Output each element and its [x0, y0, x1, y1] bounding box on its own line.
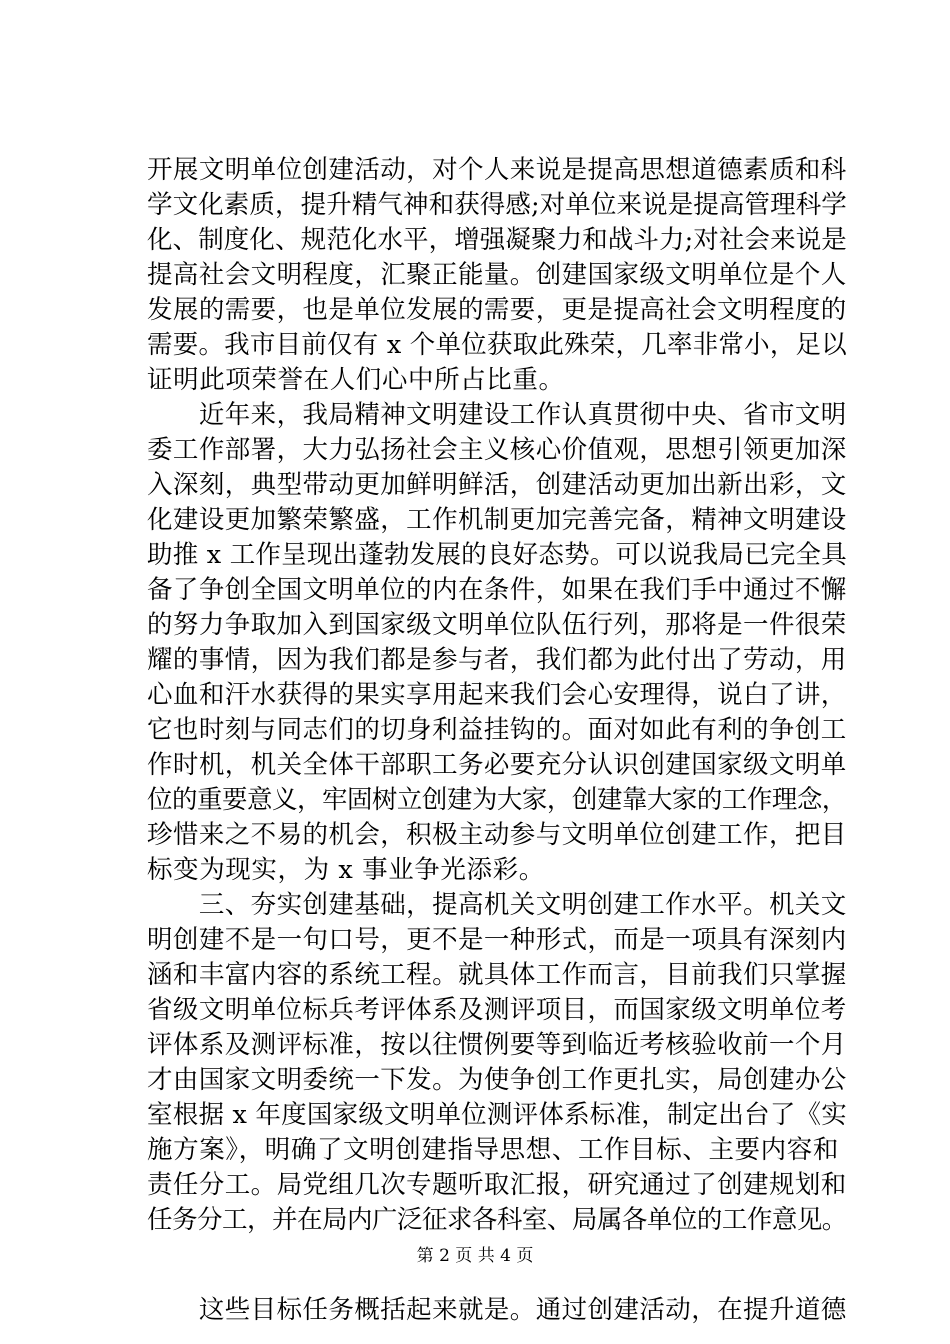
text-line: 需要。我市目前仅有 x 个单位获取此殊荣，几率非常小，足以	[147, 330, 847, 360]
text-line: 室根据 x 年度国家级文明单位测评体系标准，制定出台了《实	[147, 1100, 847, 1130]
text-line: 化、制度化、规范化水平，增强凝聚力和战斗力;对社会来说是	[147, 225, 847, 255]
text-line: 备了争创全国文明单位的内在条件，如果在我们手中通过不懈	[147, 575, 847, 605]
text-line: 标变为现实，为 x 事业争光添彩。	[147, 855, 545, 885]
text-line: 心血和汗水获得的果实享用起来我们会心安理得，说白了讲，	[147, 680, 847, 710]
text-line: 的努力争取加入到国家级文明单位队伍行列，那将是一件很荣	[147, 610, 847, 640]
paragraph-block-final	[147, 1293, 847, 1328]
paragraph-block-main	[147, 153, 847, 1238]
text-line: 珍惜来之不易的机会，积极主动参与文明单位创建工作，把目	[147, 820, 847, 850]
text-line: 耀的事情，因为我们都是参与者，我们都为此付出了劳动，用	[147, 645, 847, 675]
text-line: 学文化素质，提升精气神和获得感;对单位来说是提高管理科学	[147, 190, 847, 220]
text-line: 开展文明单位创建活动，对个人来说是提高思想道德素质和科	[147, 155, 847, 185]
text-line: 位的重要意义，牢固树立创建为大家，创建靠大家的工作理念，	[147, 785, 847, 815]
text-line: 才由国家文明委统一下发。为使争创工作更扎实，局创建办公	[147, 1065, 847, 1095]
text-line: 责任分工。局党组几次专题听取汇报，研究通过了创建规划和	[147, 1170, 847, 1200]
text-line: 省级文明单位标兵考评体系及测评项目，而国家级文明单位考	[147, 995, 847, 1025]
text-line: 涵和丰富内容的系统工程。就具体工作而言，目前我们只掌握	[147, 960, 847, 990]
text-line: 入深刻，典型带动更加鲜明鲜活，创建活动更加出新出彩，文	[147, 470, 847, 500]
text-line: 提高社会文明程度，汇聚正能量。创建国家级文明单位是个人	[147, 260, 847, 290]
text-line: 证明此项荣誉在人们心中所占比重。	[147, 365, 565, 395]
text-line: 施方案》，明确了文明创建指导思想、工作目标、主要内容和	[147, 1135, 839, 1165]
text-line: 明创建不是一句口号，更不是一种形式，而是一项具有深刻内	[147, 925, 847, 955]
page-footer: 第 2 页 共 4 页	[416, 1246, 534, 1266]
text-line: 委工作部署，大力弘扬社会主义核心价值观，思想引领更加深	[147, 435, 847, 465]
text-line: 评体系及测评标准，按以往惯例要等到临近考核验收前一个月	[147, 1030, 847, 1060]
text-line: 它也时刻与同志们的切身利益挂钩的。面对如此有利的争创工	[147, 715, 847, 745]
text-line: 任务分工，并在局内广泛征求各科室、局属各单位的工作意见。	[147, 1205, 847, 1235]
text-line: 作时机，机关全体干部职工务必要充分认识创建国家级文明单	[147, 750, 847, 780]
text-line: 助推 x 工作呈现出蓬勃发展的良好态势。可以说我局已完全具	[147, 540, 847, 570]
text-line: 化建设更加繁荣繁盛，工作机制更加完善完备，精神文明建设	[147, 505, 847, 535]
text-line: 这些目标任务概括起来就是。通过创建活动，在提升道德	[147, 1295, 847, 1325]
document-body	[147, 153, 847, 1328]
text-line: 三、夯实创建基础，提高机关文明创建工作水平。机关文	[147, 890, 847, 920]
text-line: 发展的需要，也是单位发展的需要，更是提高社会文明程度的	[147, 295, 847, 325]
text-line: 近年来，我局精神文明建设工作认真贯彻中央、省市文明	[147, 400, 847, 430]
